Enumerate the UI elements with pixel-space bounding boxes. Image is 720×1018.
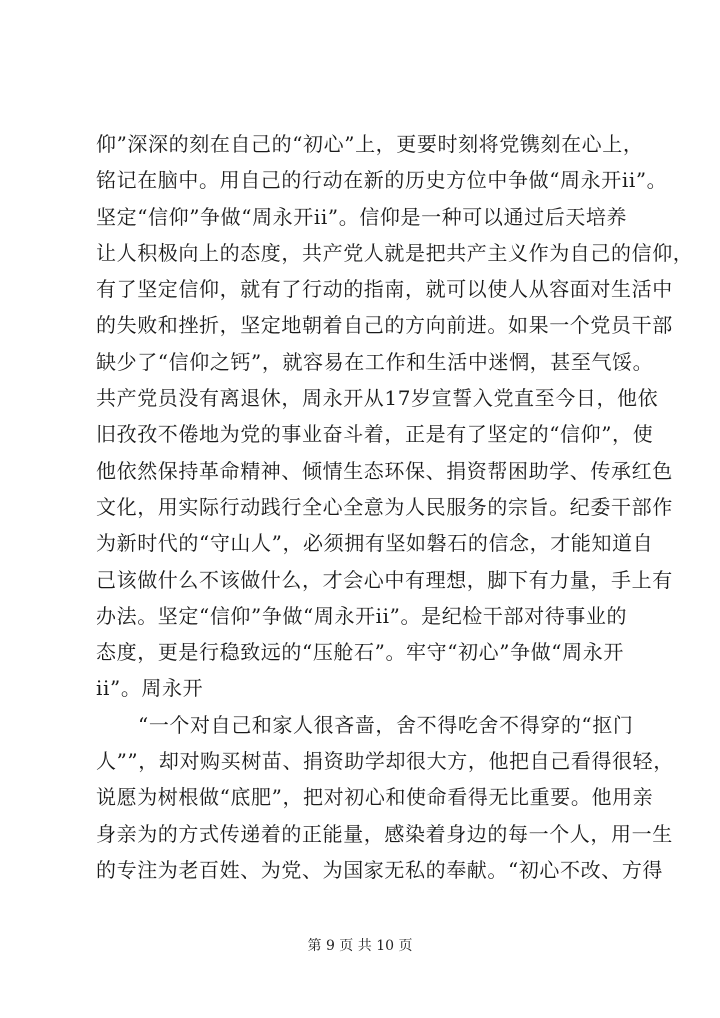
text-line: 办法。坚定“信仰”争做“周永开ii”。是纪检干部对待事业的: [96, 603, 628, 628]
text-line: 身亲为的方式传递着的正能量，感染着身边的每一个人，用一生: [96, 821, 673, 846]
text-line: 旧孜孜不倦地为党的事业奋斗着，正是有了坚定的“信仰”，使: [96, 422, 654, 447]
text-line: 态度，更是行稳致远的“压舱石”。牢守“初心”争做“周永开: [96, 640, 624, 665]
text-line: 有了坚定信仰，就有了行动的指南，就可以使人从容面对生活中: [96, 277, 673, 302]
text-line: 己该做什么不该做什么，才会心中有理想，脚下有力量，手上有: [96, 567, 673, 592]
text-line: 缺少了“信仰之钙”，就容易在工作和生活中迷惘，甚至气馁。: [96, 349, 654, 374]
text-line: 的失败和挫折，坚定地朝着自己的方向前进。如果一个党员干部: [96, 313, 673, 338]
text-line: 他依然保持革命精神、倾情生态环保、捐资帮困助学、传承红色: [96, 458, 673, 483]
text-line: 的专注为老百姓、为党、为国家无私的奉献。“初心不改、方得: [96, 857, 664, 882]
text-line: 为新时代的“守山人”，必须拥有坚如磐石的信念，才能知道自: [96, 531, 654, 556]
text-line: 文化，用实际行动践行全心全意为人民服务的宗旨。纪委干部作: [96, 494, 673, 519]
text-line: 人””，却对购买树苗、捐资助学却很大方，他把自己看得很轻，: [96, 749, 674, 774]
page-footer: [0, 936, 720, 956]
text-line: 坚定“信仰”争做“周永开ii”。信仰是一种可以通过后天培养: [96, 204, 628, 229]
body-text: [96, 126, 694, 888]
text-line: ii”。周永开: [96, 676, 204, 701]
text-line: 说愿为树根做“底肥”，把对初心和使命看得无比重要。他用亲: [96, 785, 654, 810]
text-line: 让人积极向上的态度，共产党人就是把共产主义作为自己的信仰，: [96, 240, 694, 265]
paragraph-start-line: “一个对自己和家人很吝啬，舍不得吃舍不得穿的“抠门: [138, 712, 634, 737]
page-number: 第 9 页 共 10 页: [307, 938, 413, 954]
text-line: 铭记在脑中。用自己的行动在新的历史方位中争做“周永开ii”。: [96, 168, 668, 193]
text-line: 共产党员没有离退休，周永开从17岁宣誓入党直至今日，他依: [96, 386, 659, 411]
text-line: 仰”深深的刻在自己的“初心”上，更要时刻将党镌刻在心上，: [96, 132, 644, 156]
